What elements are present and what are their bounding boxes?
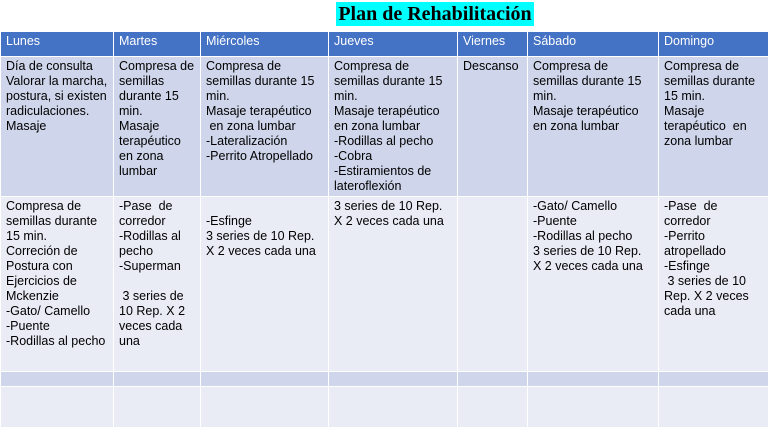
cell-text: -Pase de corredor -Perrito atropellado -Esfinge 3 series de 10 Rep. X 2 veces cada una <box>664 199 749 318</box>
table-cell <box>201 387 329 428</box>
cell-text: Descanso <box>463 59 519 73</box>
header-lunes: Lunes <box>1 32 114 57</box>
table-row <box>1 197 768 372</box>
table-cell <box>458 57 528 197</box>
rehab-schedule-table <box>0 31 768 428</box>
cell-text: Compresa de semillas durante 15 min. Masaje terapéutico en zona lumbar <box>664 59 756 148</box>
table-row <box>1 372 768 387</box>
table-cell <box>329 372 458 387</box>
table-cell <box>114 197 201 372</box>
table-cell <box>329 57 458 197</box>
table-cell <box>458 372 528 387</box>
header-sabado: Sábado <box>528 32 659 57</box>
table-cell <box>659 57 768 197</box>
page-title: Plan de Rehabilitación <box>338 3 532 25</box>
table-cell <box>114 387 201 428</box>
cell-text: Compresa de semillas durante 15 min. Correción de Postura con Ejercicios de Mckenzie -Gato/ Camello -Puente -Rodillas al pecho <box>6 199 106 348</box>
table-cell <box>528 57 659 197</box>
cell-text: Compresa de semillas durante 15 min. Masaje terapéutico en zona lumbar <box>533 59 642 133</box>
table-cell <box>201 372 329 387</box>
cell-text: -Esfinge 3 series de 10 Rep. X 2 veces cada una <box>206 214 316 258</box>
table-cell <box>329 387 458 428</box>
header-martes: Martes <box>114 32 201 57</box>
table-cell <box>1 57 114 197</box>
table-cell <box>528 387 659 428</box>
cell-text: -Gato/ Camello -Puente -Rodillas al pecho 3 series de 10 Rep. X 2 veces cada una <box>533 199 643 273</box>
cell-text: Compresa de semillas durante 15 min. Masaje terapéutico en zona lumbar -Rodillas al pecho -Cobra -Estiramientos de lateroflexión <box>334 59 443 193</box>
table-cell <box>201 197 329 372</box>
table-row <box>1 57 768 197</box>
table-cell <box>458 197 528 372</box>
header-jueves: Jueves <box>329 32 458 57</box>
table-cell <box>201 57 329 197</box>
header-domingo: Domingo <box>659 32 768 57</box>
table-cell <box>114 57 201 197</box>
table-cell <box>1 372 114 387</box>
table-cell <box>528 197 659 372</box>
cell-text: Compresa de semillas durante 15 min. Masaje terapéutico en zona lumbar <box>119 59 195 178</box>
table-cell <box>528 372 659 387</box>
table-cell <box>1 197 114 372</box>
table-cell <box>1 387 114 428</box>
cell-text: Día de consulta Valorar la marcha, postura, si existen radiculaciones. Masaje <box>6 59 108 133</box>
header-miercoles: Miércoles <box>201 32 329 57</box>
table-cell <box>329 197 458 372</box>
cell-text: 3 series de 10 Rep. X 2 veces cada una <box>334 199 446 228</box>
table-row <box>1 387 768 428</box>
header-viernes: Viernes <box>458 32 528 57</box>
table-cell <box>114 372 201 387</box>
cell-text: -Pase de corredor -Rodillas al pecho -Superman 3 series de 10 Rep. X 2 veces cada una <box>119 199 186 348</box>
cell-text: Compresa de semillas durante 15 min. Masaje terapéutico en zona lumbar -Lateralización -Perrito Atropellado <box>206 59 315 163</box>
title-bar <box>0 0 768 30</box>
header-row <box>1 32 768 57</box>
table-cell <box>659 387 768 428</box>
table-cell <box>659 372 768 387</box>
table-cell <box>458 387 528 428</box>
table-cell <box>659 197 768 372</box>
